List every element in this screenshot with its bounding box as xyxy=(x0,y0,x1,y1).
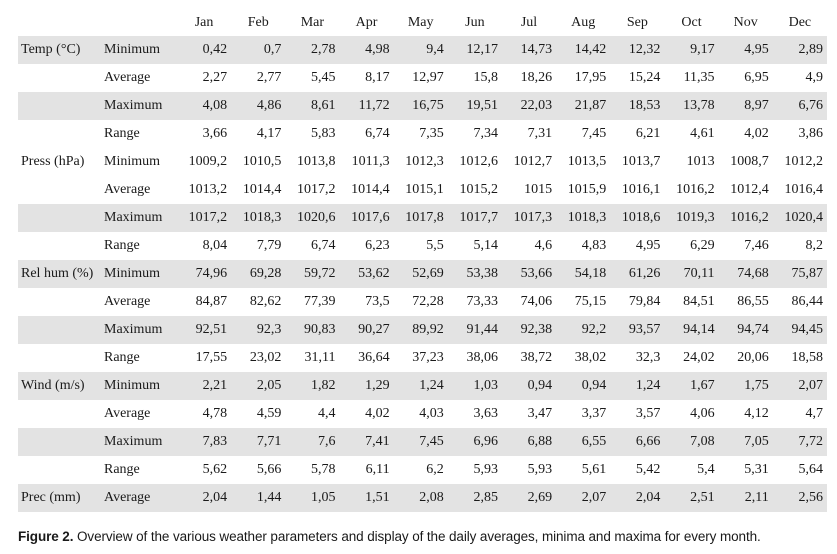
value-cell: 74,68 xyxy=(719,260,773,288)
value-cell: 6,74 xyxy=(365,126,390,141)
value-cell: 1,05 xyxy=(285,484,339,512)
value-cell: 89,92 xyxy=(394,316,448,344)
value-cell: 1012,4 xyxy=(730,182,769,197)
value-cell: 94,14 xyxy=(664,316,718,344)
value-cell: 4,59 xyxy=(256,406,282,421)
value-cell: 6,23 xyxy=(365,238,390,253)
month-header: Aug xyxy=(571,15,596,30)
value-cell: 79,84 xyxy=(628,294,661,309)
value-cell: 93,57 xyxy=(610,316,664,344)
value-cell: 37,23 xyxy=(412,350,444,365)
value-cell: 1,44 xyxy=(231,484,285,512)
param-header xyxy=(18,10,102,36)
value-cell: 4,12 xyxy=(744,406,769,421)
value-cell: 7,35 xyxy=(419,126,444,141)
value-cell: 19,51 xyxy=(448,92,502,120)
table-row xyxy=(18,204,827,232)
statistic-label: Minimum xyxy=(102,36,177,64)
value-cell: 18,53 xyxy=(610,92,664,120)
value-cell: 38,02 xyxy=(574,350,607,365)
value-cell: 17,55 xyxy=(195,350,228,365)
value-cell: 61,26 xyxy=(610,260,664,288)
value-cell: 3,63 xyxy=(473,406,498,421)
value-cell: 4,08 xyxy=(177,92,231,120)
value-cell: 9,4 xyxy=(394,36,448,64)
statistic-label: Average xyxy=(104,406,151,421)
value-cell: 74,06 xyxy=(520,294,553,309)
month-header: Jan xyxy=(194,15,214,30)
value-cell: 2,11 xyxy=(719,484,773,512)
value-cell: 6,2 xyxy=(426,462,444,477)
value-cell: 1,67 xyxy=(664,372,718,400)
value-cell: 5,4 xyxy=(697,462,715,477)
value-cell: 2,07 xyxy=(773,372,827,400)
value-cell: 7,45 xyxy=(394,428,448,456)
value-cell: 5,93 xyxy=(527,462,553,477)
value-cell: 92,2 xyxy=(556,316,610,344)
value-cell: 0,94 xyxy=(556,372,610,400)
statistic-label: Maximum xyxy=(102,316,177,344)
value-cell: 4,95 xyxy=(635,238,661,253)
value-cell: 1017,8 xyxy=(394,204,448,232)
value-cell: 1012,3 xyxy=(405,154,444,169)
value-cell: 4,03 xyxy=(419,406,444,421)
value-cell: 53,66 xyxy=(502,260,556,288)
value-cell: 4,83 xyxy=(581,238,607,253)
value-cell: 31,11 xyxy=(304,350,336,365)
value-cell: 94,45 xyxy=(773,316,827,344)
value-cell: 6,66 xyxy=(610,428,664,456)
value-cell: 92,38 xyxy=(502,316,556,344)
table-row xyxy=(18,232,827,260)
parameter-label: Wind (m/s) xyxy=(18,372,102,400)
month-header: Dec xyxy=(788,15,812,30)
statistic-label: Average xyxy=(102,484,177,512)
month-header: Jul xyxy=(520,15,538,30)
value-cell: 5,42 xyxy=(635,462,661,477)
value-cell: 1,24 xyxy=(394,372,448,400)
value-cell: 1020,4 xyxy=(773,204,827,232)
value-cell: 7,79 xyxy=(256,238,282,253)
value-cell: 1016,2 xyxy=(676,182,715,197)
value-cell: 32,3 xyxy=(635,350,661,365)
value-cell: 38,72 xyxy=(520,350,553,365)
value-cell: 2,77 xyxy=(256,70,282,85)
value-cell: 9,17 xyxy=(664,36,718,64)
value-cell: 73,5 xyxy=(365,294,390,309)
value-cell: 1011,3 xyxy=(351,154,390,169)
value-cell: 1,24 xyxy=(610,372,664,400)
parameter-label xyxy=(18,92,102,120)
value-cell: 94,74 xyxy=(719,316,773,344)
parameter-label: Rel hum (%) xyxy=(18,260,102,288)
value-cell: 11,72 xyxy=(339,92,393,120)
value-cell: 4,86 xyxy=(231,92,285,120)
caption-label: Figure 2. xyxy=(18,529,74,544)
table-body xyxy=(18,36,827,512)
value-cell: 84,51 xyxy=(683,294,715,309)
parameter-label xyxy=(18,288,102,316)
value-cell: 1013,7 xyxy=(621,154,661,169)
value-cell: 2,51 xyxy=(664,484,718,512)
parameter-label xyxy=(18,428,102,456)
table-row xyxy=(18,344,827,372)
value-cell: 6,11 xyxy=(365,462,390,477)
value-cell: 17,95 xyxy=(574,70,607,85)
statistic-label: Average xyxy=(104,294,151,309)
value-cell: 6,88 xyxy=(502,428,556,456)
value-cell: 69,28 xyxy=(231,260,285,288)
value-cell: 90,83 xyxy=(285,316,339,344)
value-cell: 5,5 xyxy=(426,238,444,253)
table-row xyxy=(18,316,827,344)
value-cell: 1017,7 xyxy=(448,204,502,232)
value-cell: 4,95 xyxy=(719,36,773,64)
value-cell: 1015,2 xyxy=(459,182,498,197)
value-cell: 5,45 xyxy=(310,70,336,85)
month-header-row xyxy=(18,10,827,36)
value-cell: 5,83 xyxy=(310,126,336,141)
value-cell: 4,7 xyxy=(805,406,823,421)
value-cell: 23,02 xyxy=(249,350,282,365)
value-cell: 8,97 xyxy=(719,92,773,120)
value-cell: 2,89 xyxy=(773,36,827,64)
month-header: Feb xyxy=(247,15,269,30)
value-cell: 1,82 xyxy=(285,372,339,400)
value-cell: 4,6 xyxy=(534,238,553,253)
value-cell: 12,97 xyxy=(412,70,444,85)
value-cell: 1013,5 xyxy=(567,154,607,169)
value-cell: 16,75 xyxy=(394,92,448,120)
value-cell: 90,27 xyxy=(339,316,393,344)
statistic-label: Range xyxy=(104,462,140,477)
table-row xyxy=(18,64,827,92)
value-cell: 2,21 xyxy=(177,372,231,400)
value-cell: 1012,7 xyxy=(513,154,553,169)
value-cell: 15,8 xyxy=(473,70,498,85)
value-cell: 2,08 xyxy=(394,484,448,512)
month-header: May xyxy=(407,15,434,30)
value-cell: 91,44 xyxy=(448,316,502,344)
value-cell: 1015,9 xyxy=(567,182,607,197)
value-cell: 15,24 xyxy=(628,70,661,85)
value-cell: 2,69 xyxy=(502,484,556,512)
value-cell: 1013 xyxy=(686,154,715,169)
value-cell: 13,78 xyxy=(664,92,718,120)
table-row xyxy=(18,400,827,428)
value-cell: 4,4 xyxy=(317,406,336,421)
statistic-label: Maximum xyxy=(102,204,177,232)
statistic-label: Minimum xyxy=(102,260,177,288)
value-cell: 20,06 xyxy=(737,350,769,365)
value-cell: 4,02 xyxy=(365,406,390,421)
value-cell: 1017,2 xyxy=(296,182,336,197)
value-cell: 73,33 xyxy=(466,294,498,309)
parameter-label xyxy=(18,120,102,148)
value-cell: 0,7 xyxy=(231,36,285,64)
statistic-label: Range xyxy=(104,238,140,253)
value-cell: 7,71 xyxy=(231,428,285,456)
value-cell: 2,05 xyxy=(231,372,285,400)
value-cell: 8,61 xyxy=(285,92,339,120)
value-cell: 4,61 xyxy=(690,126,715,141)
value-cell: 1,29 xyxy=(339,372,393,400)
value-cell: 3,47 xyxy=(527,406,553,421)
parameter-label xyxy=(18,64,102,92)
value-cell: 5,66 xyxy=(256,462,282,477)
value-cell: 1017,2 xyxy=(177,204,231,232)
month-header: Oct xyxy=(681,15,702,30)
parameter-label xyxy=(18,400,102,428)
value-cell: 7,45 xyxy=(581,126,607,141)
table-row xyxy=(18,148,827,176)
value-cell: 5,31 xyxy=(744,462,769,477)
value-cell: 1009,2 xyxy=(188,154,228,169)
value-cell: 8,17 xyxy=(365,70,390,85)
value-cell: 5,14 xyxy=(473,238,498,253)
value-cell: 1015,1 xyxy=(405,182,444,197)
table-row xyxy=(18,484,827,512)
month-header: Jun xyxy=(465,15,485,30)
value-cell: 38,06 xyxy=(466,350,498,365)
value-cell: 2,07 xyxy=(556,484,610,512)
value-cell: 92,3 xyxy=(231,316,285,344)
value-cell: 14,42 xyxy=(556,36,610,64)
value-cell: 8,04 xyxy=(202,238,228,253)
statistic-label: Range xyxy=(104,126,140,141)
value-cell: 3,86 xyxy=(798,126,823,141)
value-cell: 1018,3 xyxy=(556,204,610,232)
parameter-label xyxy=(18,232,102,260)
value-cell: 21,87 xyxy=(556,92,610,120)
value-cell: 12,17 xyxy=(448,36,502,64)
value-cell: 1016,1 xyxy=(621,182,661,197)
value-cell: 7,46 xyxy=(744,238,769,253)
value-cell: 5,64 xyxy=(798,462,823,477)
value-cell: 1018,6 xyxy=(610,204,664,232)
value-cell: 12,32 xyxy=(610,36,664,64)
statistic-label: Minimum xyxy=(102,372,177,400)
table-row xyxy=(18,288,827,316)
value-cell: 18,58 xyxy=(791,350,823,365)
value-cell: 6,74 xyxy=(310,238,336,253)
month-header: Mar xyxy=(300,15,325,30)
value-cell: 36,64 xyxy=(358,350,390,365)
value-cell: 6,29 xyxy=(690,238,715,253)
parameter-label xyxy=(18,456,102,484)
value-cell: 1,51 xyxy=(339,484,393,512)
caption-text: Overview of the various weather parameters and display of the daily averages, minima and maxima for every month. xyxy=(73,529,761,544)
stat-header xyxy=(102,10,177,36)
value-cell: 4,9 xyxy=(805,70,823,85)
weather-table-container xyxy=(18,10,827,512)
value-cell: 0,94 xyxy=(502,372,556,400)
value-cell: 6,55 xyxy=(556,428,610,456)
value-cell: 1013,8 xyxy=(296,154,336,169)
parameter-label xyxy=(18,316,102,344)
value-cell: 5,62 xyxy=(202,462,228,477)
value-cell: 54,18 xyxy=(556,260,610,288)
parameter-label: Press (hPa) xyxy=(21,154,85,169)
value-cell: 7,08 xyxy=(664,428,718,456)
value-cell: 86,44 xyxy=(791,294,823,309)
value-cell: 6,21 xyxy=(635,126,661,141)
value-cell: 84,87 xyxy=(195,294,228,309)
value-cell: 1016,4 xyxy=(784,182,823,197)
value-cell: 4,78 xyxy=(202,406,228,421)
value-cell: 74,96 xyxy=(177,260,231,288)
value-cell: 1015 xyxy=(524,182,553,197)
value-cell: 1019,3 xyxy=(664,204,718,232)
table-row xyxy=(18,92,827,120)
value-cell: 1018,3 xyxy=(231,204,285,232)
value-cell: 3,66 xyxy=(202,126,228,141)
table-row xyxy=(18,36,827,64)
value-cell: 1017,6 xyxy=(339,204,393,232)
month-header: Nov xyxy=(733,15,758,30)
value-cell: 1,03 xyxy=(448,372,502,400)
table-row xyxy=(18,372,827,400)
value-cell: 75,15 xyxy=(574,294,607,309)
parameter-label xyxy=(18,344,102,372)
value-cell: 8,2 xyxy=(805,238,823,253)
value-cell: 2,56 xyxy=(773,484,827,512)
value-cell: 6,96 xyxy=(448,428,502,456)
value-cell: 2,27 xyxy=(202,70,228,85)
statistic-label: Average xyxy=(104,70,151,85)
value-cell: 4,02 xyxy=(744,126,769,141)
value-cell: 7,41 xyxy=(339,428,393,456)
value-cell: 82,62 xyxy=(249,294,282,309)
value-cell: 1010,5 xyxy=(242,154,282,169)
value-cell: 53,38 xyxy=(448,260,502,288)
statistic-label: Maximum xyxy=(102,92,177,120)
value-cell: 7,72 xyxy=(773,428,827,456)
value-cell: 4,06 xyxy=(690,406,715,421)
value-cell: 14,73 xyxy=(502,36,556,64)
value-cell: 6,76 xyxy=(773,92,827,120)
month-header: Sep xyxy=(626,15,648,30)
value-cell: 7,83 xyxy=(177,428,231,456)
figure-caption xyxy=(18,529,833,544)
value-cell: 18,26 xyxy=(520,70,553,85)
value-cell: 3,37 xyxy=(581,406,607,421)
value-cell: 75,87 xyxy=(773,260,827,288)
value-cell: 5,78 xyxy=(310,462,336,477)
value-cell: 5,93 xyxy=(473,462,498,477)
statistic-label: Minimum xyxy=(104,154,161,169)
value-cell: 1017,3 xyxy=(502,204,556,232)
parameter-label: Temp (°C) xyxy=(18,36,102,64)
parameter-label xyxy=(18,176,102,204)
value-cell: 2,04 xyxy=(610,484,664,512)
value-cell: 2,78 xyxy=(285,36,339,64)
value-cell: 1008,7 xyxy=(730,154,769,169)
value-cell: 1014,4 xyxy=(242,182,282,197)
value-cell: 24,02 xyxy=(683,350,715,365)
value-cell: 1016,2 xyxy=(719,204,773,232)
value-cell: 1012,6 xyxy=(459,154,498,169)
value-cell: 3,57 xyxy=(635,406,661,421)
value-cell: 1,75 xyxy=(719,372,773,400)
statistic-label: Range xyxy=(104,350,140,365)
value-cell: 86,55 xyxy=(737,294,769,309)
table-row xyxy=(18,176,827,204)
value-cell: 77,39 xyxy=(303,294,336,309)
statistic-label: Average xyxy=(104,182,151,197)
table-row xyxy=(18,428,827,456)
table-row xyxy=(18,260,827,288)
value-cell: 4,17 xyxy=(256,126,282,141)
value-cell: 2,04 xyxy=(177,484,231,512)
value-cell: 11,35 xyxy=(683,70,715,85)
table-header xyxy=(18,10,827,36)
value-cell: 0,42 xyxy=(177,36,231,64)
parameter-label: Prec (mm) xyxy=(18,484,102,512)
statistic-label: Maximum xyxy=(102,428,177,456)
value-cell: 5,61 xyxy=(581,462,607,477)
month-header: Apr xyxy=(355,15,378,30)
value-cell: 4,98 xyxy=(339,36,393,64)
parameter-label xyxy=(18,204,102,232)
value-cell: 1012,2 xyxy=(784,154,823,169)
table-row xyxy=(18,456,827,484)
value-cell: 6,95 xyxy=(744,70,769,85)
value-cell: 92,51 xyxy=(177,316,231,344)
value-cell: 2,85 xyxy=(448,484,502,512)
value-cell: 52,69 xyxy=(394,260,448,288)
value-cell: 53,62 xyxy=(339,260,393,288)
value-cell: 1020,6 xyxy=(285,204,339,232)
value-cell: 7,34 xyxy=(473,126,498,141)
value-cell: 7,05 xyxy=(719,428,773,456)
value-cell: 7,6 xyxy=(285,428,339,456)
value-cell: 70,11 xyxy=(664,260,718,288)
value-cell: 72,28 xyxy=(412,294,444,309)
value-cell: 22,03 xyxy=(502,92,556,120)
value-cell: 59,72 xyxy=(285,260,339,288)
value-cell: 7,31 xyxy=(527,126,553,141)
value-cell: 1013,2 xyxy=(188,182,228,197)
weather-table xyxy=(18,10,827,512)
table-row xyxy=(18,120,827,148)
value-cell: 1014,4 xyxy=(351,182,390,197)
